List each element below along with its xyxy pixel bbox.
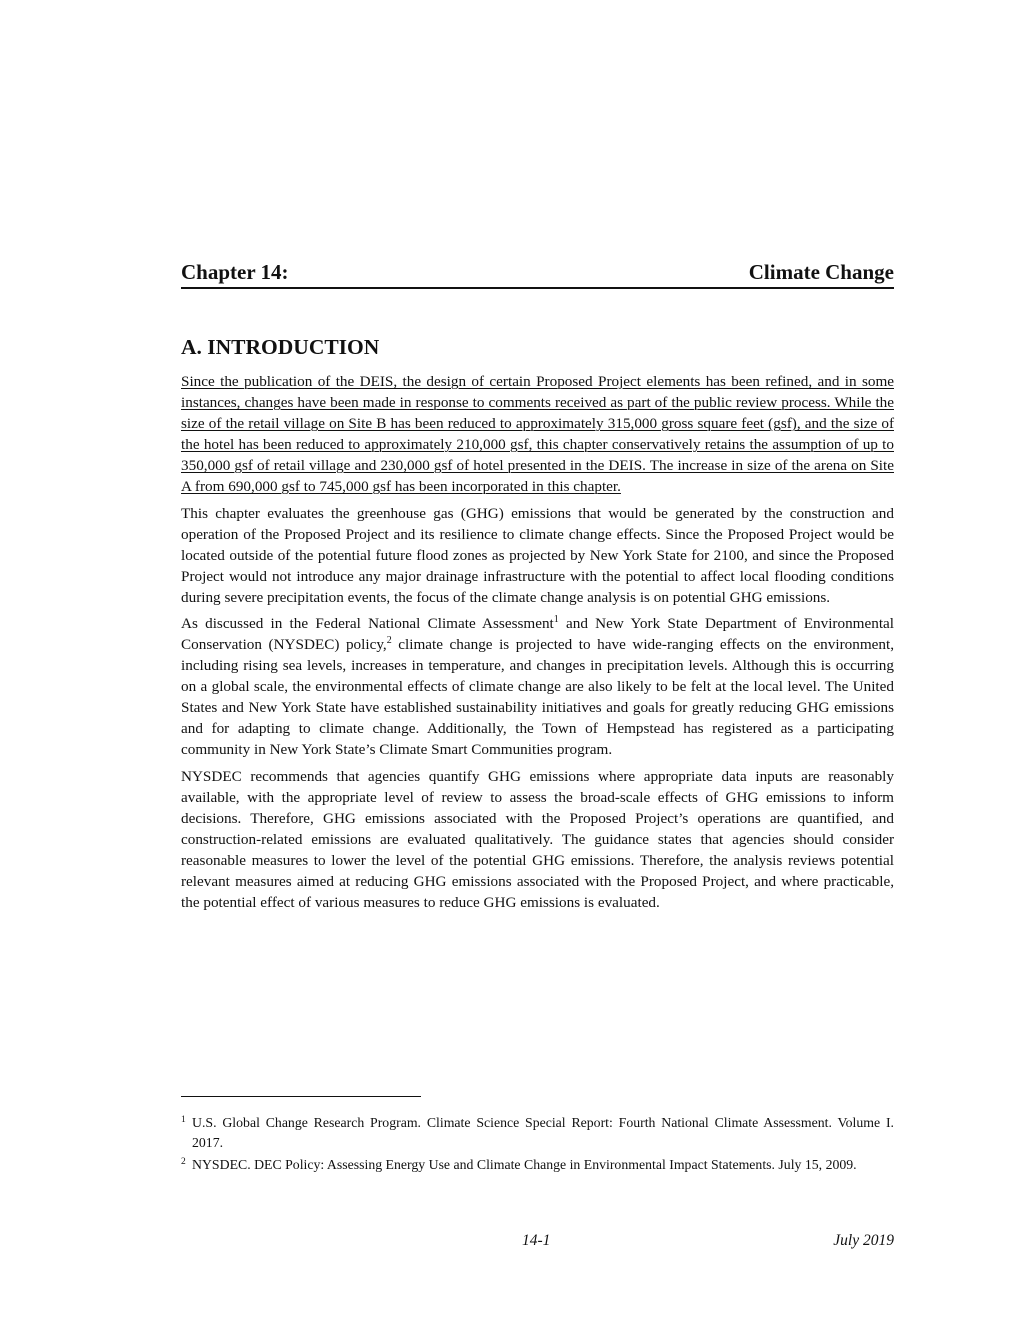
footnote-text: U.S. Global Change Research Program. Climate Science Special Report: Fourth National Climate Assessment. Volume I. 2017. bbox=[192, 1115, 894, 1150]
paragraph-text: As discussed in the Federal National Climate Assessment bbox=[181, 615, 554, 632]
footnote-divider bbox=[181, 1096, 421, 1097]
document-date: July 2019 bbox=[833, 1232, 894, 1249]
paragraph-text: and New York State Department of Environmental Conservation (NYSDEC) policy, bbox=[181, 615, 894, 653]
page-footer bbox=[181, 1230, 894, 1252]
footnotes bbox=[181, 1113, 894, 1177]
document-page bbox=[181, 0, 894, 1320]
paragraph-ghg-evaluation: This chapter evaluates the greenhouse gas (GHG) emissions that would be generated by the construction and operation of the Proposed Project and its resilience to climate change effects. Since the Proposed Project would be located outside of the potential future flood zones as projected by New York State for 2100, and since the Proposed Project would not introduce any major drainage infrastructure with the potential to affect local flooding conditions during severe precipitation events, the focus of the climate change analysis is on potential GHG emissions. bbox=[181, 504, 894, 606]
footnote-number: 2 bbox=[181, 1157, 186, 1167]
chapter-title: Climate Change bbox=[748, 260, 894, 284]
footnote-text: NYSDEC. DEC Policy: Assessing Energy Use and Climate Change in Environmental Impact Statements. July 15, 2009. bbox=[192, 1157, 857, 1172]
paragraph-climate-assessment bbox=[181, 613, 894, 760]
paragraph-nysdec-recommendation: NYSDEC recommends that agencies quantify GHG emissions where appropriate data inputs are reasonably available, with the appropriate level of review to assess the broad-scale effects of GHG emissions to inform decisions. Therefore, GHG emissions associated with the Proposed Project’s operations are quantified, and construction-related emissions are evaluated qualitatively. The guidance states that agencies should consider reasonable measures to lower the level of the potential GHG emissions. Therefore, the analysis reviews potential relevant measures aimed at reducing GHG emissions associated with the Proposed Project, and where practicable, the potential effect of various measures to reduce GHG emissions is evaluated. bbox=[181, 767, 894, 911]
body-text bbox=[181, 371, 894, 918]
footnote-ref-2[interactable]: 2 bbox=[386, 635, 392, 646]
footnote-1 bbox=[181, 1113, 894, 1153]
footnote-ref-1[interactable]: 1 bbox=[553, 614, 559, 625]
chapter-header bbox=[181, 259, 894, 289]
chapter-label: Chapter 14: bbox=[181, 260, 289, 284]
paragraph-text: climate change is projected to have wide-ranging effects on the environment, including rising sea levels, increases in temperature, and changes in precipitation levels. Although this is occurring on a global scale, the environmental effects of climate change are also likely to be felt at the local level. The United States and New York State have established sustainability initiatives and goals for greatly reducing GHG emissions and for adapting to climate change. Additionally, the Town of Hempstead has registered as a participating community in New York State’s Climate Smart Communities program. bbox=[181, 636, 895, 758]
footnote-2 bbox=[181, 1155, 894, 1175]
page-number: 14-1 bbox=[522, 1232, 551, 1249]
revised-paragraph: Since the publication of the DEIS, the design of certain Proposed Project elements has been refined, and in some instances, changes have been made in response to comments received as part of the public review process. While the size of the retail village on Site B has been reduced to approximately 315,000 gross square feet (gsf), and the size of the hotel has been reduced to approximately 210,000 gsf, this chapter conservatively retains the assumption of up to 350,000 gsf of retail village and 230,000 gsf of hotel presented in the DEIS. The increase in size of the arena on Site A from 690,000 gsf to 745,000 gsf has been incorporated in this chapter. bbox=[181, 373, 894, 495]
section-heading: A. INTRODUCTION bbox=[181, 335, 380, 359]
footnote-number: 1 bbox=[181, 1115, 186, 1125]
